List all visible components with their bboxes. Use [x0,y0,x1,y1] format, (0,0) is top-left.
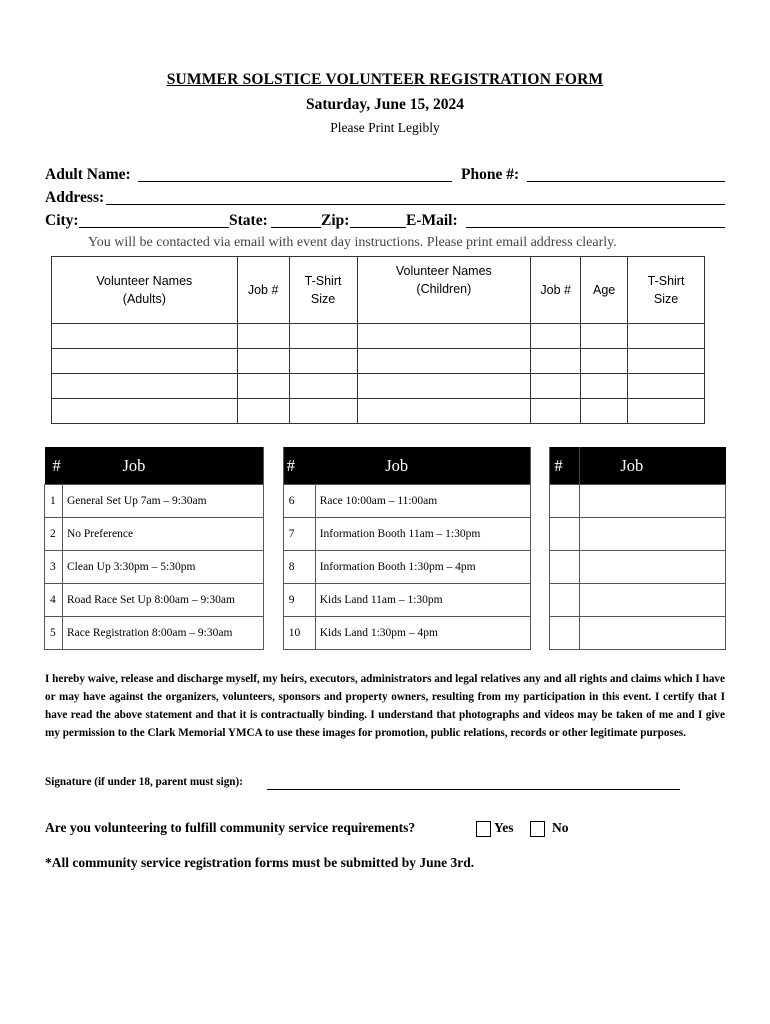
job-number: 6 [283,485,315,518]
header-age: Age [581,257,628,324]
deadline-note: *All community service registration forms must be submitted by June 3rd. [45,855,475,870]
header-adult-names: Volunteer Names (Adults) [52,257,238,324]
table-cell[interactable] [52,399,238,424]
table-cell[interactable] [628,399,705,424]
job-header-hash-1: # [45,447,63,485]
table-cell[interactable] [581,399,628,424]
job-number: 5 [45,617,63,650]
job-description: No Preference [62,518,263,551]
table-cell[interactable] [628,324,705,349]
header-job-adult: Job # [237,257,289,324]
table-cell[interactable] [581,324,628,349]
table-cell[interactable] [52,349,238,374]
waiver-text: I hereby waive, release and discharge myself, my heirs, executors, administrators and legal relatives any and all rights and claims which I have or may have against the organizers, volunteers, sponsors and property owners, resulting from my participation in this event. I certify that I have read the above statement and that it is contractually binding. I understand that photographs and videos may be taken of me and I give my permission to the Clark Memorial YMCA to use these images for promotion, public relations, records or other legitimate purposes. [45,673,725,739]
state-label: State: [229,212,268,229]
header-child-names: Volunteer Names (Children) [357,257,531,324]
table-cell[interactable] [357,324,531,349]
table-cell[interactable] [289,399,357,424]
table-row [52,399,705,424]
table-cell[interactable] [357,374,531,399]
address-label: Address: [45,189,105,206]
volunteer-table [51,256,705,424]
job-header-job-3: Job [580,447,726,485]
zip-field[interactable] [350,227,406,228]
table-row [52,324,705,349]
job-header-hash-2: # [283,447,315,485]
job-number: 3 [45,551,63,584]
job-number-empty [550,551,580,584]
header-tshirt-child: T-Shirt Size [628,257,705,324]
job-number: 4 [45,584,63,617]
table-cell[interactable] [628,349,705,374]
table-cell[interactable] [531,374,581,399]
job-description-empty [580,551,726,584]
job-description: Information Booth 1:30pm – 4pm [315,551,530,584]
job-description: Road Race Set Up 8:00am – 9:30am [62,584,263,617]
job-header-spacer [530,447,550,485]
job-number: 10 [283,617,315,650]
email-field[interactable] [466,227,725,228]
job-description: Race Registration 8:00am – 9:30am [62,617,263,650]
email-note: You will be contacted via email with event day instructions. Please print email address clearly. [88,235,617,250]
job-header-job-2: Job [315,447,530,485]
job-description-empty [580,584,726,617]
job-description-empty [580,485,726,518]
job-number: 9 [283,584,315,617]
job-number: 7 [283,518,315,551]
community-service-question: Are you volunteering to fulfill community service requirements? [45,820,416,835]
table-cell[interactable] [531,399,581,424]
print-instruction: Please Print Legibly [330,120,440,135]
table-cell[interactable] [237,324,289,349]
event-date: Saturday, June 15, 2024 [305,96,465,113]
yes-checkbox[interactable] [476,821,491,837]
job-row [45,584,726,617]
header-tshirt-adult: T-Shirt Size [289,257,357,324]
table-cell[interactable] [289,349,357,374]
job-table [44,447,726,650]
job-description: Information Booth 11am – 1:30pm [315,518,530,551]
address-field[interactable] [106,204,725,205]
signature-field[interactable] [267,789,680,790]
job-number-empty [550,584,580,617]
no-checkbox[interactable] [530,821,545,837]
job-number: 2 [45,518,63,551]
city-label: City: [45,212,79,229]
job-number-empty [550,617,580,650]
job-header-hash-3: # [550,447,580,485]
job-description: General Set Up 7am – 9:30am [62,485,263,518]
job-row [45,617,726,650]
phone-field[interactable] [527,181,725,182]
job-header-spacer [263,447,283,485]
job-description: Kids Land 11am – 1:30pm [315,584,530,617]
job-number: 1 [45,485,63,518]
adult-name-label: Adult Name: [45,166,131,183]
job-description: Clean Up 3:30pm – 5:30pm [62,551,263,584]
table-cell[interactable] [52,374,238,399]
job-row [45,485,726,518]
job-row [45,518,726,551]
job-description: Race 10:00am – 11:00am [315,485,530,518]
job-description-empty [580,518,726,551]
table-cell[interactable] [628,374,705,399]
table-cell[interactable] [237,374,289,399]
table-cell[interactable] [289,374,357,399]
form-title: SUMMER SOLSTICE VOLUNTEER REGISTRATION FORM [166,71,604,88]
table-cell[interactable] [581,374,628,399]
job-description-empty [580,617,726,650]
table-cell[interactable] [581,349,628,374]
job-description: Kids Land 1:30pm – 4pm [315,617,530,650]
table-cell[interactable] [237,399,289,424]
yes-label: Yes [494,820,514,835]
table-cell[interactable] [531,349,581,374]
job-number: 8 [283,551,315,584]
table-row [52,374,705,399]
table-cell[interactable] [52,324,238,349]
job-number-empty [550,518,580,551]
phone-label: Phone #: [461,166,520,183]
job-row [45,551,726,584]
adult-name-field[interactable] [138,181,452,182]
email-label: E-Mail: [406,212,458,229]
header-job-child: Job # [531,257,581,324]
job-header-job-1: Job [62,447,263,485]
city-field[interactable] [79,227,229,228]
state-field[interactable] [271,227,321,228]
zip-label: Zip: [321,212,350,229]
table-cell[interactable] [357,349,531,374]
table-cell[interactable] [289,324,357,349]
signature-label: Signature (if under 18, parent must sign): [45,776,243,788]
job-number-empty [550,485,580,518]
table-cell[interactable] [357,399,531,424]
table-cell[interactable] [531,324,581,349]
table-row [52,349,705,374]
table-cell[interactable] [237,349,289,374]
no-label: No [552,820,569,835]
